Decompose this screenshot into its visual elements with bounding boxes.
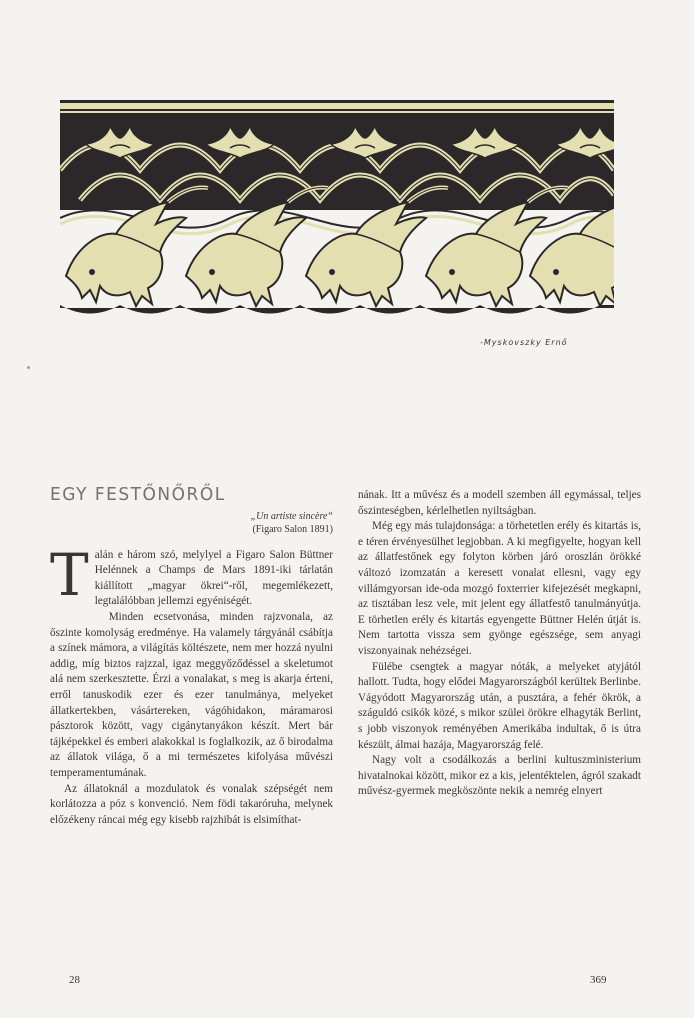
paragraph: Még egy más tulajdonsága: a törhetetlen erély és kitartás is, e téren érvényesülhet legjobban. A ki megfigyelte, hogyan kell az állatfestőnek egy folyton körben járó oroszlán örökké változó izomzatán a keresett vonalat ellesni, vagy egy villámgyorsan ide-oda mozgó foxterrier kifejezését megkapni, az tisztában lesz vele, mit jelent egy állatfestő tanulmányútja. E törhetlen erély és kitartás egyengette Büttner Helén útját is. Nem tartotta vissza sem gyönge egészsége, sem anyagi viszonyainak nehézségei. <box>358 520 641 657</box>
paper-speck <box>27 366 30 369</box>
left-column <box>50 484 333 828</box>
paragraph-text: alán e három szó, melylyel a Figaro Salon Büttner Helénnek a Champs de Mars 1891-iki tárlatán kiállított „magyar ökrei“-ről, megemlékezett, legtalálóbban jellemzi egyéniségét. <box>94 548 333 608</box>
paragraph: Az állatoknál a mozdulatok és vonalak szépségét nem korlátozza a póz s konvenció. Nem födi takaróruha, melynek előzékeny ráncai még egy kisebb rajzhibát is elsimíthat- <box>50 782 333 826</box>
page-number-right: 369 <box>590 974 607 986</box>
artist-signature: -Myskovszky Ernő <box>480 338 568 347</box>
paragraph: Minden ecsetvonása, minden rajzvonala, az őszinte komolyság eredménye. Ha valamely tárgyánál csábítja a színek mámora, a világítás költészete, nem mer hozzá nyulni addig, míg biztos rajzzal, igaz meggyőződéssel a skeletumot alá nem szerkesztette. Érzi a vonalakat, s meg is akarja érteni, erről tanuskodik ezer és ezer tanulmánya, melyeket állatkertekben, vásártereken, vágóhidakon, máramarosi pásztorok között, vagy cigánytanyákon készít. Mert bár tájképekkel és emberi alakokkal is foglalkozik, az ő birodalma az állatok világa, ő a mi természetes kifolyása művészi temperamentumának. <box>50 610 333 779</box>
drop-cap: T <box>50 540 89 609</box>
epigraph-quote: „Un artiste sincère“ <box>250 510 333 522</box>
paragraph <box>50 540 333 610</box>
paragraph: Fülébe csengtek a magyar nóták, a melyeket atyjától hallott. Tudta, hogy elődei Magyarországból kerültek Berlinbe. Vágyódott Magyarország után, a pusztára, a fehér ökrök, a száguldó csikók közé, s mikor szülei örökre elhagyták Berlint, s jobb viszonyok reményében Amerikába indultak, ő is útra készült, álmai hazája, Magyarország felé. <box>358 660 641 751</box>
page-number-left: 28 <box>69 974 80 986</box>
epigraph <box>50 510 333 536</box>
right-column <box>358 488 641 800</box>
paragraph: nának. Itt a művész és a modell szemben áll egymással, teljes őszinteségben, kérlelhetlen nyiltságban. <box>358 489 641 517</box>
article-title: EGY FESTŐNŐRŐL <box>50 484 226 506</box>
paragraph: Nagy volt a csodálkozás a berlini kultuszministerium hivatalnokai között, mikor ez a kis, jelentéktelen, ágról szakadt művész-gyermek megköszönte nekik a nemrég elnyert <box>358 754 641 798</box>
epigraph-source: (Figaro Salon 1891) <box>252 523 333 535</box>
ornamental-frieze-illustration <box>60 100 614 322</box>
